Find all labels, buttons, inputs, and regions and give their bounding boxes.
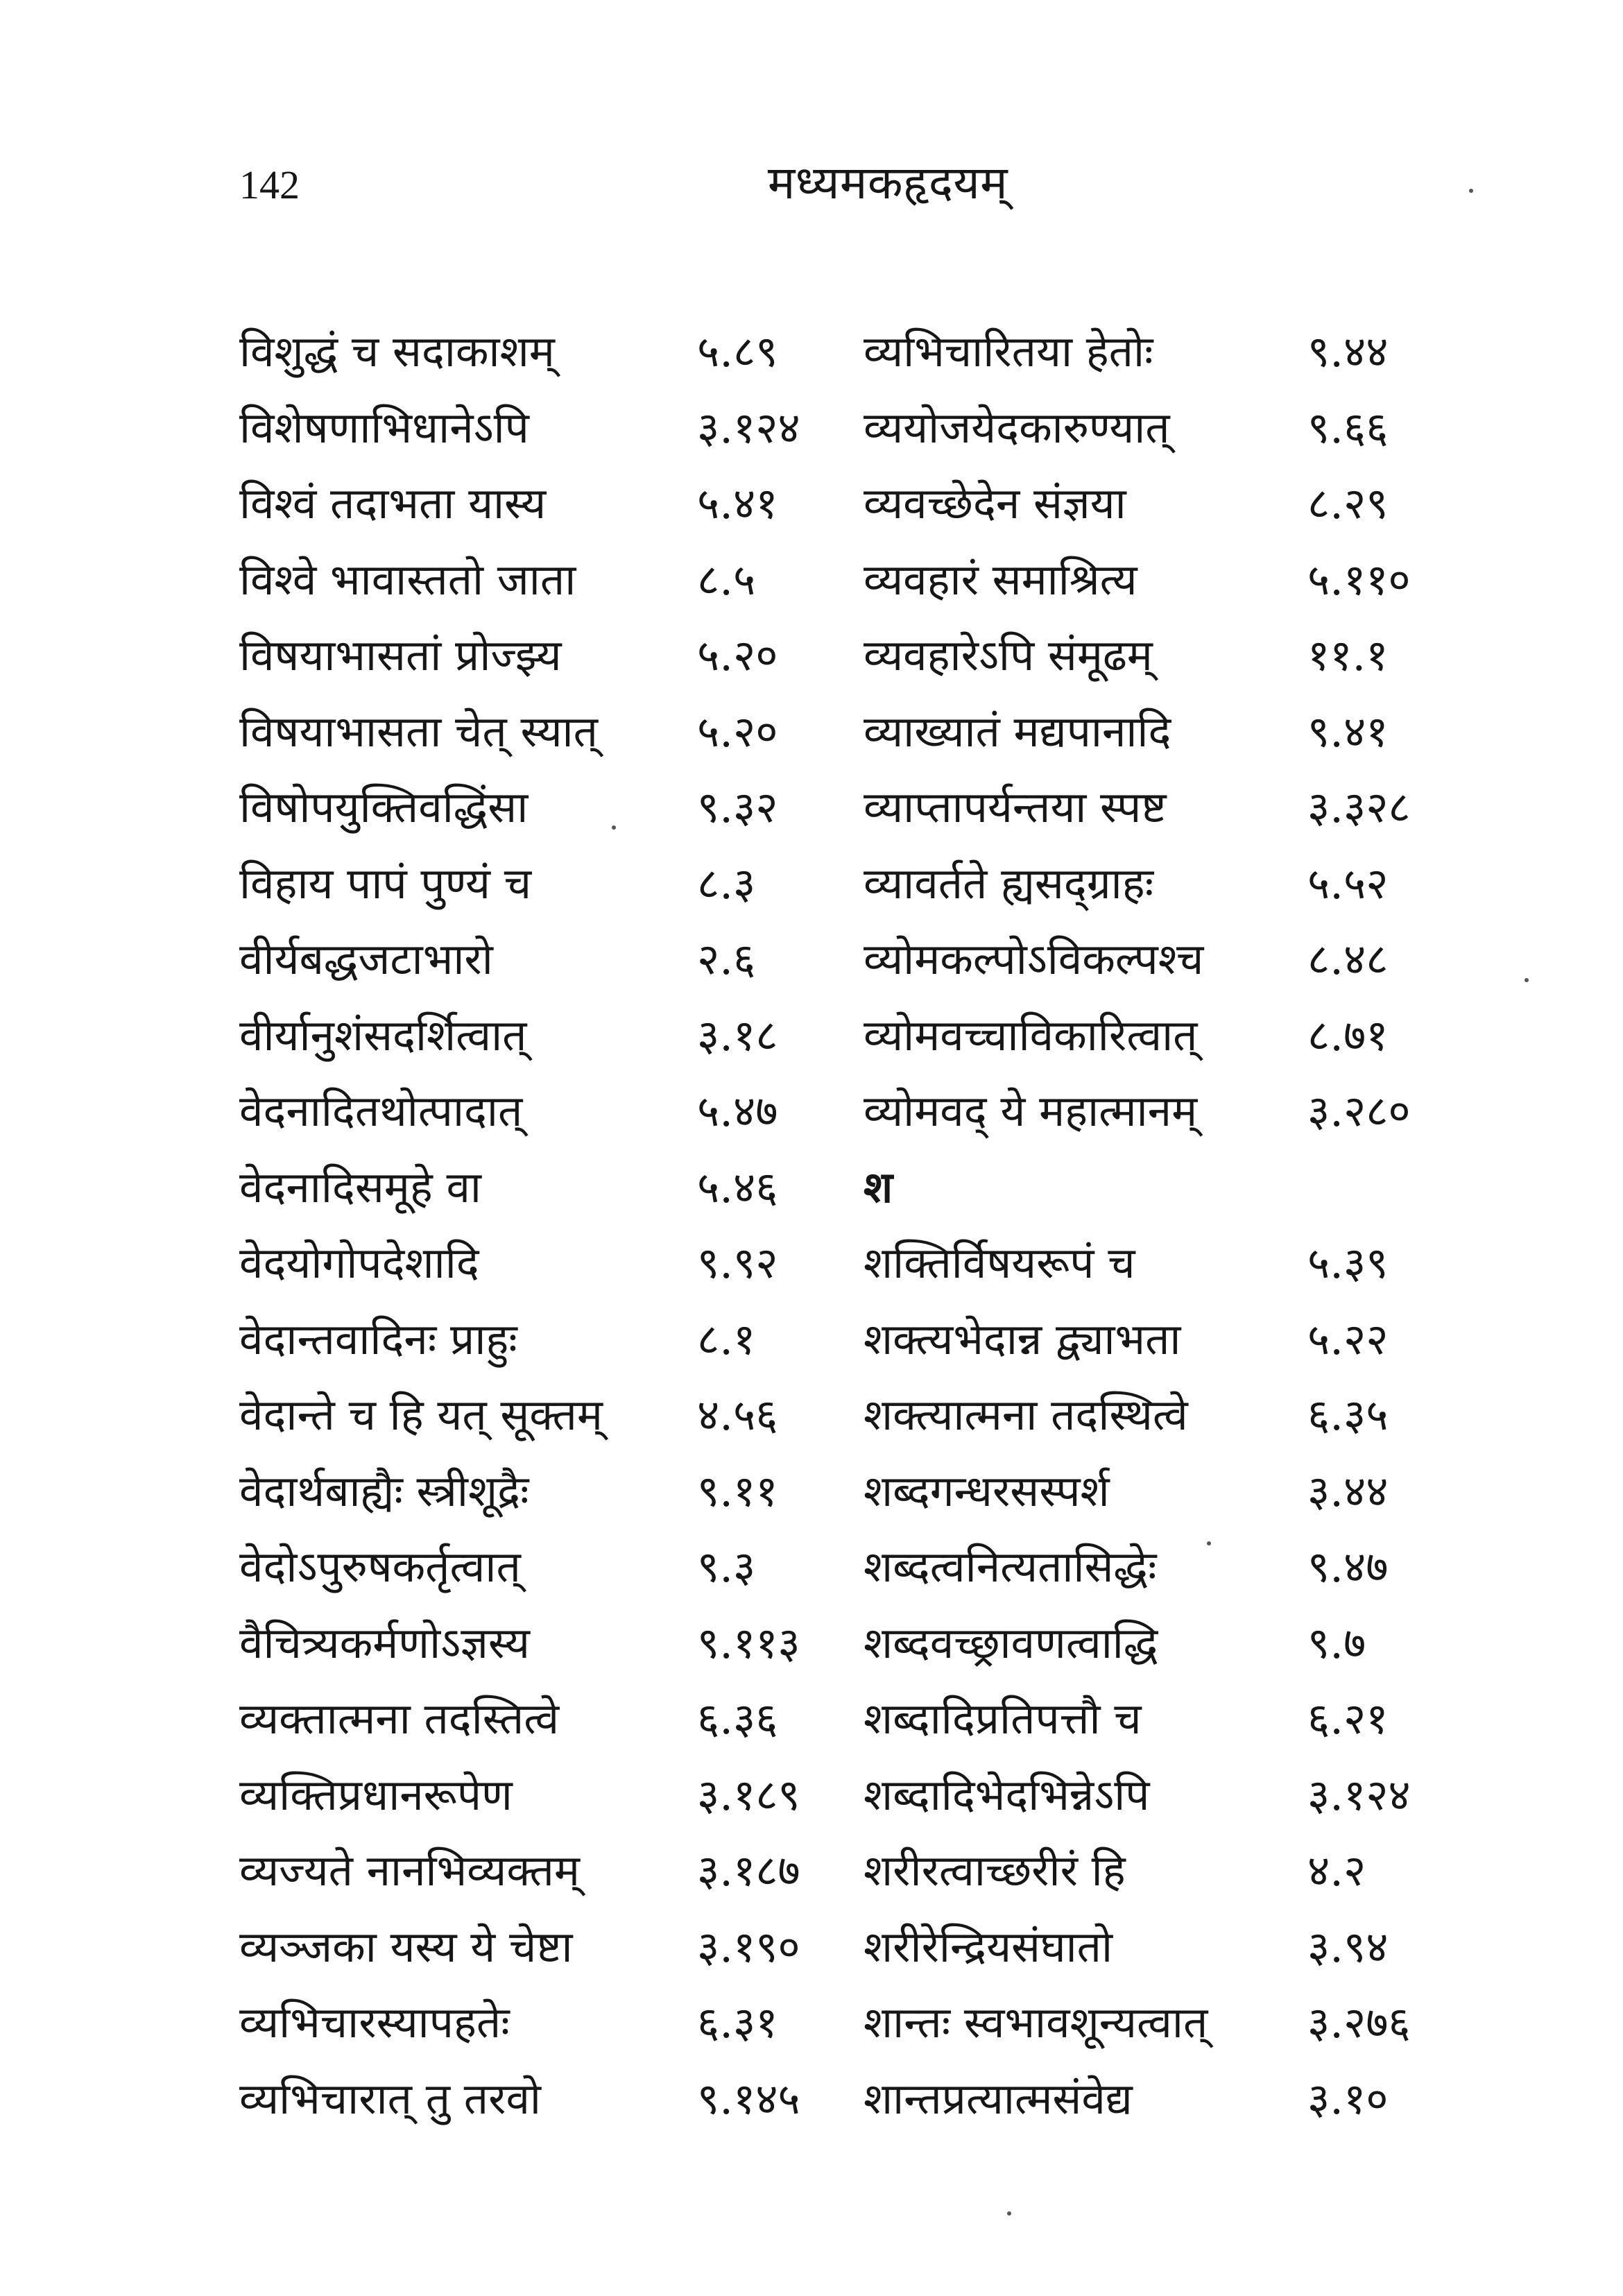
print-speck [612,825,616,830]
left-reference: ३.१२४ [697,402,800,453]
page-number: 142 [239,162,300,207]
right-reference: ५.११० [1307,554,1411,605]
right-reference: ६.२१ [1307,1693,1389,1744]
right-reference: ९.४४ [1307,326,1389,377]
right-entry: व्याप्तापर्यन्तया स्पष्ट [864,782,1167,832]
left-reference: ६.३१ [697,1997,778,2048]
right-entry: व्यभिचारितया हेतोः [864,326,1153,377]
index-row [0,1232,1623,1294]
left-entry: विशुद्धं च सदाकाशम् [239,326,555,377]
left-reference: ९.११ [697,1465,778,1516]
right-entry: शक्त्यभेदान्न द्व्याभता [864,1313,1181,1364]
section-letter: श [864,1161,893,1213]
left-entry: वेदनादितथोत्पादात् [239,1086,523,1136]
left-reference: ५.२० [697,705,778,757]
right-reference: ४.२ [1307,1845,1366,1896]
left-reference: ५.४७ [697,1086,778,1136]
left-reference: ६.३६ [697,1693,778,1744]
print-speck [1207,1541,1211,1545]
left-entry: व्यभिचारात् तु तरवो [239,2073,541,2124]
right-entry: शान्तः स्वभावशून्यत्वात् [864,1997,1208,2048]
left-entry: वेदयोगोपदेशादि [239,1237,479,1288]
index-row [0,1080,1623,1142]
index-row [0,1840,1623,1902]
index-row [0,1308,1623,1371]
left-entry: व्यञ्जका यस्य ये चेष्टा [239,1921,573,1972]
running-title: मध्यमकहृदयम् [767,156,1008,209]
right-reference: ६.३५ [1307,1389,1389,1440]
right-entry: शरीरेन्द्रियसंघातो [864,1921,1113,1972]
right-entry: व्यवहारेऽपि संमूढम् [864,630,1153,680]
left-reference: ५.४१ [697,478,778,529]
left-reference: ५.२० [697,630,778,680]
right-entry: व्योमवच्चाविकारित्वात् [864,1009,1198,1061]
right-entry: व्यवच्छेदेन संज्ञया [864,478,1126,529]
index-row [0,320,1623,383]
right-reference: ९.४७ [1307,1541,1389,1592]
left-entry: वीर्यबद्धजटाभारो [239,934,493,984]
right-entry: शान्तप्रत्यात्मसंवेद्य [864,2073,1133,2124]
right-entry: शब्दत्वनित्यतासिद्धेः [864,1541,1157,1592]
index-row [0,2068,1623,2130]
right-reference: ३.३२८ [1307,782,1411,832]
right-reference: ११.१ [1307,630,1389,680]
left-entry: विषयाभासतां प्रोज्झ्य [239,630,562,680]
left-entry: वेदनादिसमूहे वा [239,1161,481,1213]
right-entry: शब्दादिप्रतिपत्तौ च [864,1693,1142,1744]
left-reference: ५.८९ [697,326,778,377]
index-row [0,1004,1623,1067]
left-reference: ३.१८ [697,1009,778,1061]
right-entry: व्यवहारं समाश्रित्य [864,554,1137,605]
left-entry: विहाय पापं पुण्यं च [239,857,532,909]
right-reference: ३.४४ [1307,1465,1389,1516]
index-row [0,776,1623,839]
right-reference: ५.३९ [1307,1237,1389,1288]
left-reference: २.६ [697,934,756,984]
index-row [0,1536,1623,1598]
left-reference: ८.१ [697,1313,756,1364]
print-speck [1007,2211,1011,2216]
index-row [0,624,1623,687]
index-row [0,1384,1623,1446]
left-reference: ९.३२ [697,782,778,832]
left-entry: वीर्यानुशंसदर्शित्वात् [239,1009,527,1061]
right-entry: शक्तिर्विषयरूपं च [864,1237,1135,1288]
left-entry: वेदार्थबाह्यैः स्त्रीशूद्रैः [239,1465,529,1516]
left-reference: ९.९२ [697,1237,778,1288]
print-speck [1469,189,1473,193]
right-reference: ८.४८ [1307,934,1389,984]
left-entry: वेदान्तवादिनः प्राहुः [239,1313,517,1364]
index-row [0,1156,1623,1219]
index-row [0,1916,1623,1978]
left-entry: वेदोऽपुरुषकर्तृत्वात् [239,1541,521,1592]
index-row [0,928,1623,991]
left-entry: वैचित्र्यकर्मणोऽज्ञस्य [239,1617,530,1668]
right-reference: ३.२७६ [1307,1997,1411,2048]
left-reference: ५.४६ [697,1161,778,1213]
left-entry: विशेषणाभिधानेऽपि [239,402,529,453]
right-reference: ३.१२४ [1307,1769,1411,1820]
right-reference: ९.७ [1307,1617,1366,1668]
right-entry: शब्दादिभेदभिन्नेऽपि [864,1769,1150,1820]
left-entry: वेदान्ते च हि यत् सूक्तम् [239,1389,603,1440]
right-reference: ९.४१ [1307,705,1389,757]
index-row [0,1991,1623,2054]
left-entry: विश्वं तदाभता यास्य [239,478,547,529]
left-entry: व्यक्तिप्रधानरूपेण [239,1769,513,1820]
index-row [0,397,1623,459]
index-row [0,1688,1623,1750]
index-row [0,549,1623,611]
index-row [0,1764,1623,1826]
right-reference: ५.२२ [1307,1313,1389,1364]
left-entry: विषोपयुक्तिवद्धिंसा [239,782,529,832]
right-entry: शरीरत्वाच्छरीरं हि [864,1845,1126,1896]
left-reference: ९.३ [697,1541,756,1592]
right-reference: ३.२८० [1307,1086,1411,1136]
index-row [0,472,1623,535]
right-reference: ३.१० [1307,2073,1389,2124]
right-reference: ९.६६ [1307,402,1389,453]
left-reference: ८.५ [697,554,756,605]
index-row [0,1612,1623,1674]
left-reference: ४.५६ [697,1389,778,1440]
right-entry: व्योमवद् ये महात्मानम् [864,1086,1198,1136]
index-row [0,701,1623,763]
right-reference: ५.५२ [1307,857,1389,909]
left-reference: ९.१४५ [697,2073,800,2124]
left-entry: व्यज्यते नानभिव्यक्तम् [239,1845,580,1896]
print-speck [1525,978,1529,982]
left-entry: विषयाभासता चेत् स्यात् [239,705,598,757]
right-reference: ८.२९ [1307,478,1389,529]
right-entry: शक्त्यात्मना तदस्थित्वे [864,1389,1188,1440]
index-row [0,853,1623,915]
left-reference: ३.१८७ [697,1845,800,1896]
right-entry: व्ययोजयेदकारुण्यात् [864,402,1170,453]
right-reference: ३.९४ [1307,1921,1389,1972]
left-reference: ३.१८९ [697,1769,800,1820]
right-entry: व्योमकल्पोऽविकल्पश्च [864,934,1204,984]
right-entry: शब्दगन्धरसस्पर्श [864,1465,1110,1516]
right-entry: शब्दवच्छ्रावणत्वाद्धि [864,1617,1158,1668]
right-entry: व्यावर्तते ह्यसद्ग्राहः [864,857,1154,909]
right-reference: ८.७१ [1307,1009,1389,1061]
index-row [0,1460,1623,1523]
left-entry: व्यभिचारस्यापहतेः [239,1997,510,2048]
left-reference: ३.१९० [697,1921,800,1972]
left-entry: विश्वे भावास्ततो जाता [239,554,576,605]
left-reference: ९.११३ [697,1617,800,1668]
left-entry: व्यक्तात्मना तदस्तित्वे [239,1693,560,1744]
left-reference: ८.३ [697,857,756,909]
right-entry: व्याख्यातं मद्यपानादि [864,705,1171,757]
